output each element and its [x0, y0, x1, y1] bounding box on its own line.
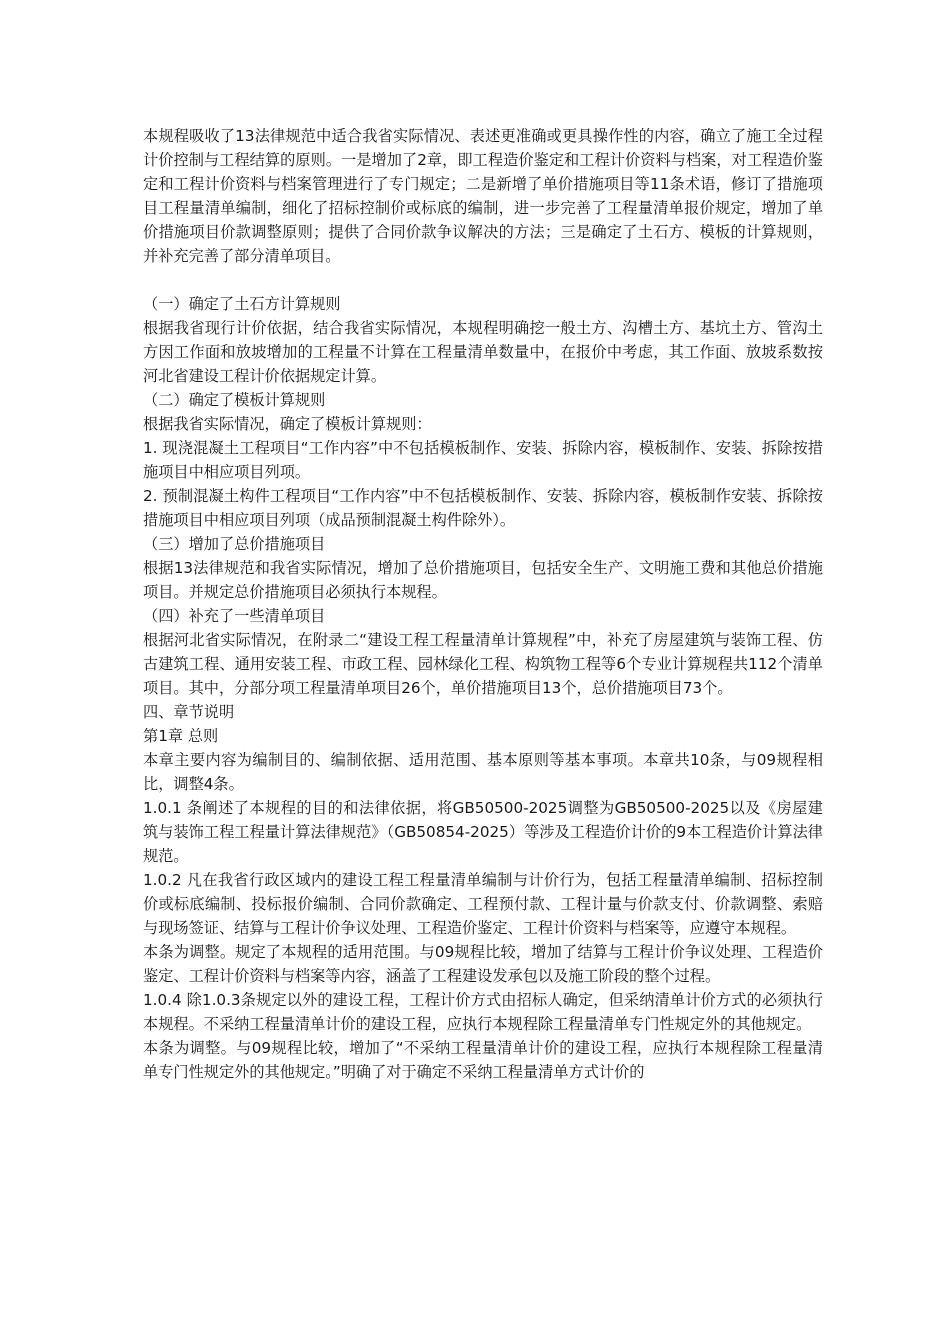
chapter-1-title: 第1章 总则	[143, 727, 219, 745]
formwork-item-1: 1. 现浇混凝土工程项目“工作内容”中不包括模板制作、安装、拆除内容，模板制作、安装、拆除按措施项目中相应项目列项。	[143, 439, 823, 481]
paragraph-spacer	[143, 268, 823, 292]
clause-1-0-2: 1.0.2 凡在我省行政区域内的建设工程工程量清单编制与计价行为，包括工程量清单编制、招标控制价或标底编制、投标报价编制、合同价款确定、工程预付款、工程计量与价款支付、价款调整、索赔与现场签证、结算与工程计价争议处理、工程造价鉴定、工程计价资料与档案等，应遵守本规程。	[143, 871, 823, 937]
clause-1-0-1: 1.0.1 条阐述了本规程的目的和法律依据，将GB50500-2025调整为GB50500-2025以及《房屋建筑与装饰工程工程量计算法律规范》（GB50854-2025）等涉及工程造价计价的9本工程造价计算法律规范。	[143, 799, 823, 865]
formwork-intro: 根据我省实际情况，确定了模板计算规则：	[143, 415, 432, 433]
clause-1-0-2-note: 本条为调整。规定了本规程的适用范围。与09规程比较，增加了结算与工程计价争议处理、工程造价鉴定、工程计价资料与档案等内容，涵盖了工程建设发承包以及施工阶段的整个过程。	[143, 943, 823, 985]
supplement-paragraph: 根据河北省实际情况，在附录二“建设工程工程量清单计算规程”中，补充了房屋建筑与装饰工程、仿古建筑工程、通用安装工程、市政工程、园林绿化工程、构筑物工程等6个专业计算规程共112个清单项目。其中，分部分项工程量清单项目26个，单价措施项目13个，总价措施项目73个。	[143, 631, 823, 697]
document-body	[143, 124, 823, 1084]
section-heading-total-measures: （三）增加了总价措施项目	[143, 535, 326, 553]
section-heading-supplement: （四）补充了一些清单项目	[143, 607, 326, 625]
intro-paragraph: 本规程吸收了13法律规范中适合我省实际情况、表述更准确或更具操作性的内容，确立了施工全过程计价控制与工程结算的原则。一是增加了2章，即工程造价鉴定和工程计价资料与档案，对工程造价鉴定和工程计价资料与档案管理进行了专门规定；二是新增了单价措施项目等11条术语，修订了措施项目工程量清单编制，细化了招标控制价或标底的编制，进一步完善了工程量清单报价规定，增加了单价措施项目价款调整原则；提供了合同价款争议解决的方法；三是确定了土石方、模板的计算规则，并补充完善了部分清单项目。	[143, 127, 823, 265]
section-heading-chapters: 四、章节说明	[143, 703, 235, 721]
clause-1-0-4: 1.0.4 除1.0.3条规定以外的建设工程，工程计价方式由招标人确定，但采纳清单计价方式的必须执行本规程。不采纳工程量清单计价的建设工程，应执行本规程除工程量清单专门性规定外的其他规定。	[143, 991, 823, 1033]
section-heading-earthwork: （一）确定了土石方计算规则	[143, 295, 341, 313]
formwork-item-2: 2. 预制混凝土构件工程项目“工作内容”中不包括模板制作、安装、拆除内容，模板制作安装、拆除按措施项目中相应项目列项（成品预制混凝土构件除外）。	[143, 487, 823, 529]
clause-1-0-4-note: 本条为调整。与09规程比较，增加了“不采纳工程量清单计价的建设工程，应执行本规程除工程量清单专门性规定外的其他规定。”明确了对于确定不采纳工程量清单方式计价的	[143, 1039, 823, 1081]
total-measures-paragraph: 根据13法律规范和我省实际情况，增加了总价措施项目，包括安全生产、文明施工费和其他总价措施项目。并规定总价措施项目必须执行本规程。	[143, 559, 823, 601]
chapter-1-summary: 本章主要内容为编制目的、编制依据、适用范围、基本原则等基本事项。本章共10条，与09规程相比，调整4条。	[143, 751, 823, 793]
earthwork-paragraph: 根据我省现行计价依据，结合我省实际情况，本规程明确挖一般土方、沟槽土方、基坑土方、管沟土方因工作面和放坡增加的工程量不计算在工程量清单数量中，在报价中考虑，其工作面、放坡系数按河北省建设工程计价依据规定计算。	[143, 319, 823, 385]
section-heading-formwork: （二）确定了模板计算规则	[143, 391, 326, 409]
